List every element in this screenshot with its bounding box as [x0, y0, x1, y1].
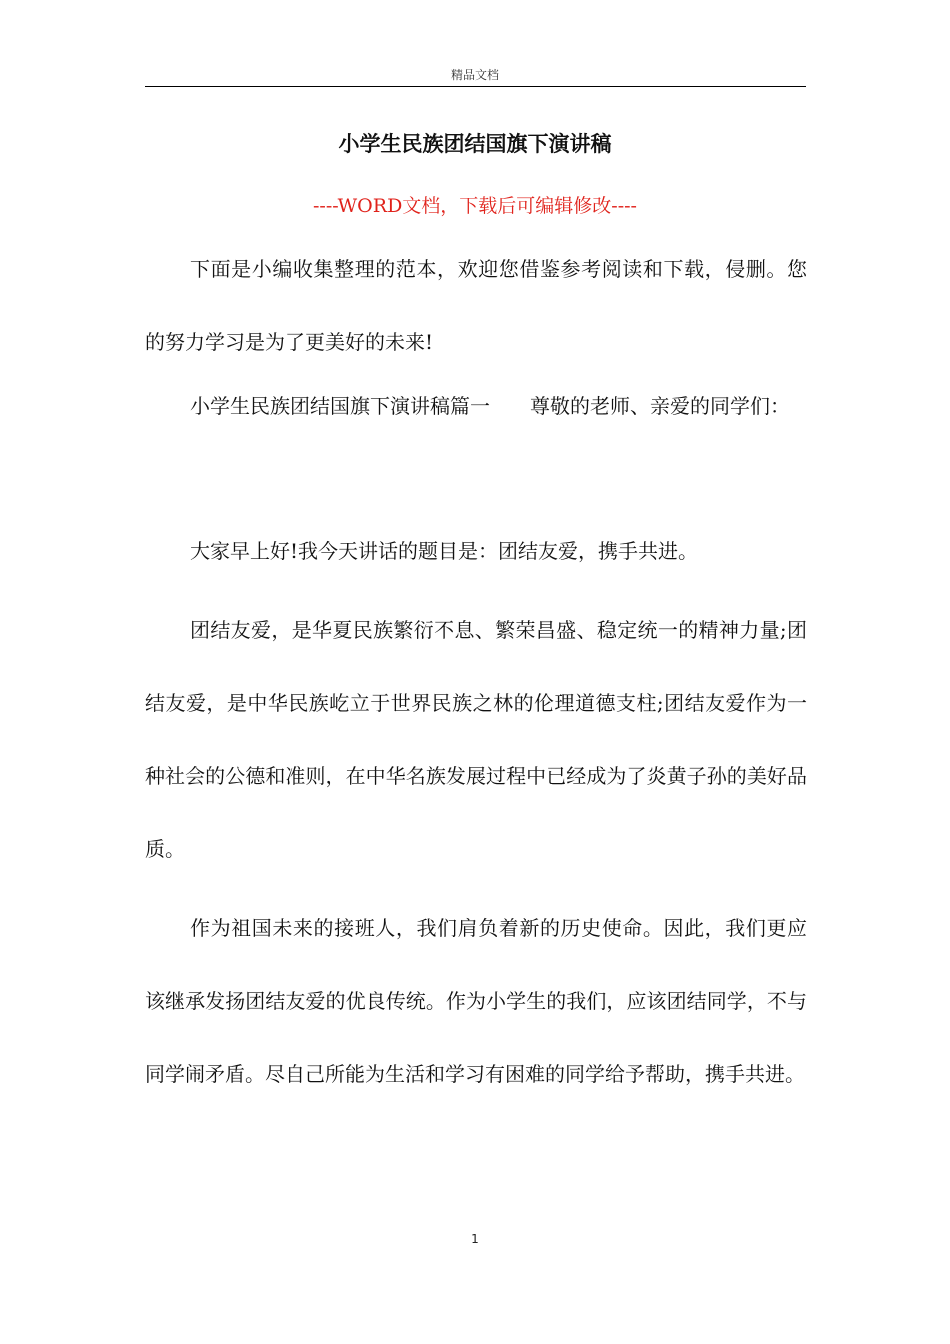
document-subtitle: ----WORD文档，下载后可编辑修改---- [313, 195, 637, 217]
page-number: 1 [471, 1232, 479, 1246]
document-title: 小学生民族团结国旗下演讲稿 [338, 132, 612, 156]
body-paragraph-2: 团结友爱，是华夏民族繁衍不息、繁荣昌盛、稳定统一的精神力量;团结友爱，是中华民族屹立于世界民族之林的伦理道德支柱;团结友爱作为一种社会的公德和准则，在中华名族发展过程中已经成为了炎黄子孙的美好品质。 [145, 618, 807, 861]
greeting: 尊敬的老师、亲爱的同学们： [530, 394, 790, 418]
header-divider [145, 86, 806, 87]
body-paragraph-1: 大家早上好!我今天讲话的题目是：团结友爱，携手共进。 [190, 539, 699, 563]
intro-paragraph: 下面是小编收集整理的范本，欢迎您借鉴参考阅读和下载，侵删。您的努力学习是为了更美好的未来! [145, 257, 807, 354]
section-title: 小学生民族团结国旗下演讲稿篇一 [190, 394, 490, 418]
page-header-label: 精品文档 [450, 68, 499, 82]
section-heading-paragraph [145, 370, 807, 443]
body-paragraph-3: 作为祖国未来的接班人，我们肩负着新的历史使命。因此，我们更应该继承发扬团结友爱的优良传统。作为小学生的我们，应该团结同学，不与同学闹矛盾。尽自己所能为生活和学习有困难的同学给予帮助，携手共进。 [145, 916, 807, 1086]
